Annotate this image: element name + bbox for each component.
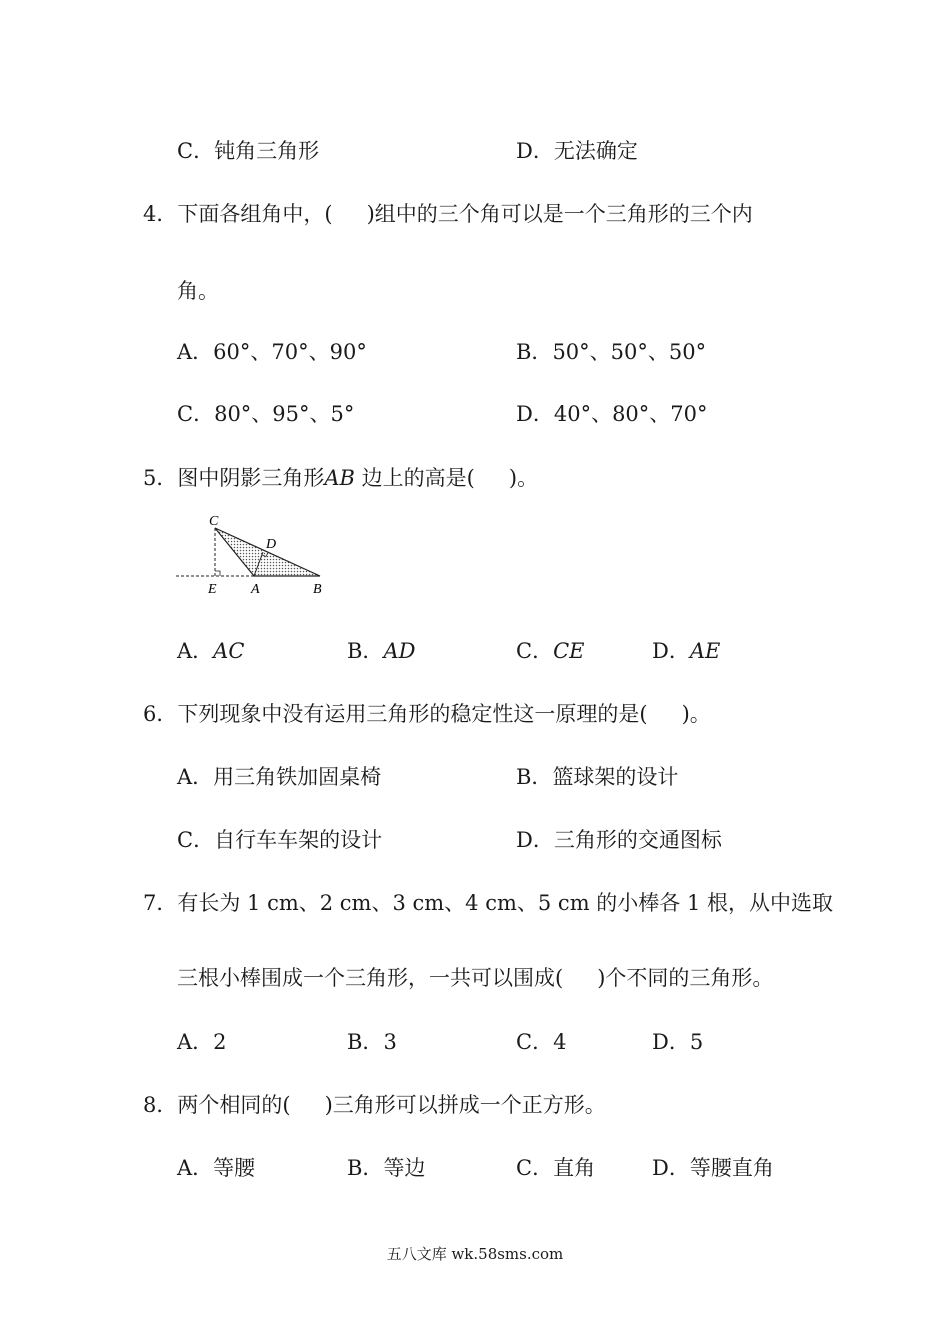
q8-number: 8． [143, 1093, 178, 1117]
label-d: D [266, 537, 277, 552]
q6-option-a: A．用三角铁加固桌椅 [177, 765, 382, 789]
q8-option-c: C．直角 [516, 1156, 596, 1180]
q5-option-a: A．AC [177, 639, 245, 663]
q7-number: 7． [143, 891, 178, 915]
right-angle-e [215, 571, 220, 576]
q5-number: 5． [143, 466, 178, 490]
q3-option-c: C．钝角三角形 [177, 139, 320, 163]
q6-number: 6． [143, 702, 178, 726]
q8-option-d: D．等腰直角 [652, 1156, 774, 1180]
label-b: B [313, 582, 322, 597]
label-a: A [251, 582, 260, 597]
q7-option-b: B．3 [347, 1030, 397, 1054]
q4-option-a: A．60°、70°、90° [177, 340, 367, 364]
q5-triangle-figure [170, 510, 340, 600]
q4-stem-line2: 角。 [177, 279, 219, 303]
q6-option-c: C．自行车车架的设计 [177, 828, 383, 852]
q6-option-b: B．篮球架的设计 [516, 765, 679, 789]
q4-option-b: B．50°、50°、50° [516, 340, 707, 364]
q7-option-a: A．2 [177, 1030, 227, 1054]
q7-option-c: C．4 [516, 1030, 567, 1054]
q5-stem: 5．图中阴影三角形AB 边上的高是( )。 [143, 466, 539, 490]
q4-option-d: D．40°、80°、70° [516, 402, 708, 426]
q4-stem-line1: 4．下面各组角中，( )组中的三个角可以是一个三角形的三个内 [143, 202, 753, 226]
q4-option-c: C．80°、95°、5° [177, 402, 355, 426]
label-c: C [209, 514, 219, 529]
q5-option-c: C．CE [516, 639, 585, 663]
label-e: E [208, 582, 217, 597]
page-footer: 五八文库 wk.58sms.com [386, 1245, 564, 1263]
q8-option-a: A．等腰 [177, 1156, 256, 1180]
q8-stem: 8．两个相同的( )三角形可以拼成一个正方形。 [143, 1093, 606, 1117]
q6-option-d: D．三角形的交通图标 [516, 828, 722, 852]
q5-option-b: B．AD [347, 639, 416, 663]
q7-stem-line2: 三根小棒围成一个三角形，一共可以围成( )个不同的三角形。 [177, 966, 774, 990]
q6-stem: 6．下列现象中没有运用三角形的稳定性这一原理的是( )。 [143, 702, 711, 726]
shaded-triangle-abc [215, 528, 320, 576]
q5-option-d: D．AE [652, 639, 721, 663]
q7-stem-line1: 7．有长为 1 cm、2 cm、3 cm、4 cm、5 cm 的小棒各 1 根，从中选取 [143, 891, 833, 915]
q4-number: 4． [143, 202, 178, 226]
q8-option-b: B．等边 [347, 1156, 426, 1180]
q7-option-d: D．5 [652, 1030, 704, 1054]
q3-option-d: D．无法确定 [516, 139, 638, 163]
